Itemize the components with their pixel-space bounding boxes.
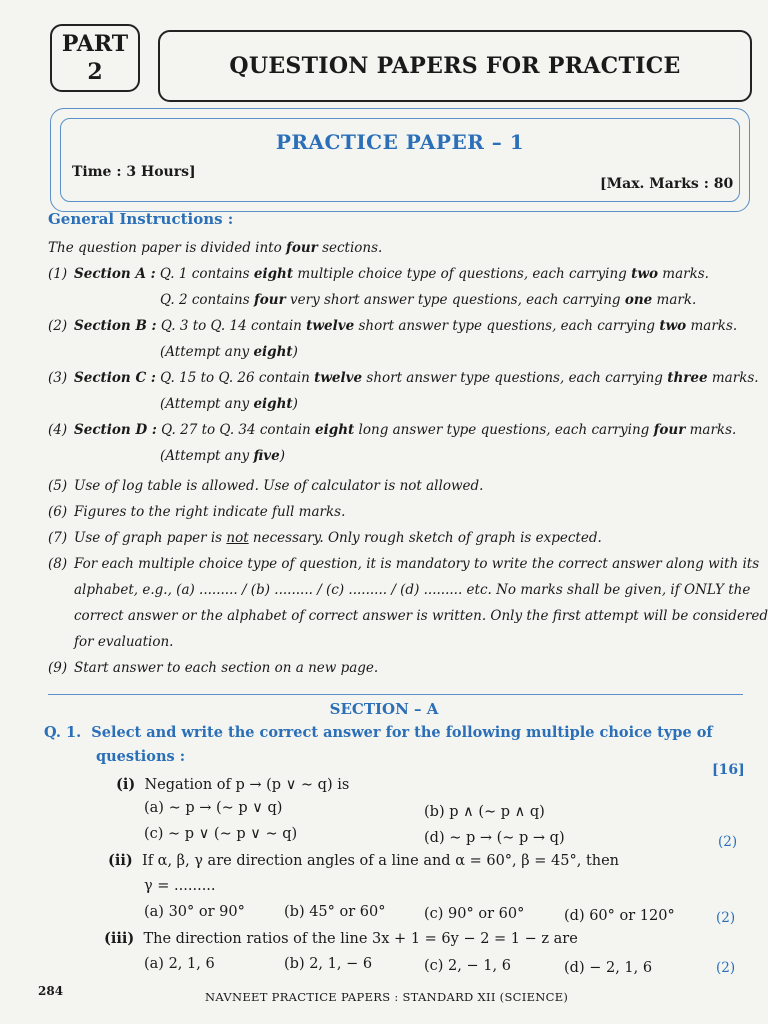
paper-max-marks: [Max. Marks : 80	[600, 176, 734, 192]
intro-pre: The question paper is divided into	[48, 240, 287, 256]
item-number: (8)	[48, 556, 68, 572]
instruction-item	[48, 556, 759, 572]
subquestion	[108, 852, 619, 869]
item-label: Section B :	[74, 318, 157, 334]
item-number: (3)	[48, 370, 68, 386]
option-c: (c) 90° or 60°	[424, 906, 525, 922]
item-label: Section D :	[74, 422, 157, 438]
item-text: necessary. Only rough sketch of graph is expected.	[248, 530, 602, 546]
item-bold: eight	[253, 266, 294, 282]
item-text: multiple choice type of questions, each carrying	[293, 266, 632, 282]
item-bold: eight	[315, 422, 355, 438]
item-number: (9)	[48, 660, 68, 676]
item-text: Q. 3 to Q. 14 contain	[156, 318, 307, 334]
option-c: (c) 2, − 1, 6	[424, 958, 511, 974]
instructions-heading: General Instructions :	[48, 210, 234, 228]
item-bold: four	[653, 422, 686, 438]
subquestion-number: (i)	[116, 776, 136, 793]
item-text: marks.	[685, 422, 737, 438]
part-box	[50, 24, 140, 92]
question-marks: [16]	[712, 762, 745, 778]
item-text: very short answer type questions, each carrying	[285, 292, 625, 308]
paper-title: PRACTICE PAPER – 1	[275, 130, 525, 154]
question-text: Select and write the correct answer for the following multiple choice type of	[91, 724, 713, 741]
question-text-cont: questions :	[96, 748, 186, 765]
instruction-item	[160, 448, 285, 464]
subquestion-number: (iii)	[104, 930, 135, 947]
subquestion-text: The direction ratios of the line 3x + 1 = 6y − 2 = 1 − z are	[143, 931, 578, 947]
option-d: (d) 60° or 120°	[564, 908, 675, 924]
page-number: 284	[38, 984, 64, 998]
item-text: Start answer to each section on a new page.	[74, 660, 379, 676]
option-b: (b) p ∧ (∼ p ∧ q)	[424, 804, 545, 820]
item-text: (Attempt any	[160, 344, 254, 360]
option-c: (c) ∼ p ∨ (∼ p ∨ ∼ q)	[144, 826, 298, 842]
option-b: (b) 2, 1, − 6	[284, 956, 373, 972]
paper-time: Time : 3 Hours]	[72, 164, 196, 180]
instruction-item	[48, 504, 345, 520]
item-text: )	[292, 344, 298, 360]
item-number: (4)	[48, 422, 68, 438]
subquestion-text: If α, β, γ are direction angles of a line and α = 60°, β = 45°, then	[141, 853, 620, 869]
instruction-item	[48, 370, 759, 386]
item-bold: two	[659, 318, 687, 334]
instruction-item	[160, 344, 298, 360]
instruction-item	[160, 292, 696, 308]
option-d: (d) − 2, 1, 6	[564, 960, 653, 976]
question-number: Q. 1.	[44, 724, 82, 741]
item-bold: one	[624, 292, 653, 308]
intro-bold: four	[286, 240, 318, 256]
footer-text: NAVNEET PRACTICE PAPERS : STANDARD XII (SCIENCE)	[205, 990, 569, 1004]
instruction-item	[48, 530, 602, 546]
item-text: (Attempt any	[160, 448, 254, 464]
item-bold: four	[253, 292, 286, 308]
part-number: 2	[87, 59, 103, 85]
item-text: )	[279, 448, 285, 464]
item-text: marks.	[686, 318, 738, 334]
instruction-item	[48, 660, 378, 676]
item-text: )	[292, 396, 298, 412]
question-heading	[44, 724, 713, 741]
item-bold: twelve	[314, 370, 363, 386]
option-a: (a) 30° or 90°	[144, 904, 245, 920]
item-label: Section C :	[74, 370, 156, 386]
item-text: marks.	[657, 266, 709, 282]
item-number: (6)	[48, 504, 68, 520]
section-title: SECTION – A	[329, 700, 439, 718]
instructions-intro	[48, 240, 382, 256]
item-text: Q. 27 to Q. 34 contain	[156, 422, 316, 438]
item-text: short answer type questions, each carrying	[354, 318, 660, 334]
option-b: (b) 45° or 60°	[284, 904, 386, 920]
item-bold: three	[667, 370, 708, 386]
item-bold: eight	[253, 396, 293, 412]
item-bold: five	[253, 448, 280, 464]
item-text: Q. 1 contains	[155, 266, 254, 282]
item-text: marks.	[707, 370, 759, 386]
item-text: mark.	[652, 292, 697, 308]
option-a: (a) 2, 1, 6	[144, 956, 215, 972]
item-text: (Attempt any	[160, 396, 254, 412]
instruction-item-cont: for evaluation.	[74, 634, 174, 650]
item-text: Q. 15 to Q. 26 contain	[155, 370, 315, 386]
section-divider	[48, 694, 743, 695]
subquestion	[116, 776, 349, 793]
intro-post: sections.	[317, 240, 383, 256]
subquestion-text-cont: γ = .........	[144, 878, 216, 894]
subquestion-marks: (2)	[716, 910, 736, 926]
item-text: short answer type questions, each carrying	[362, 370, 668, 386]
item-number: (7)	[48, 530, 68, 546]
subquestion-marks: (2)	[716, 960, 736, 976]
item-text: long answer type questions, each carrying	[354, 422, 654, 438]
item-number: (2)	[48, 318, 68, 334]
part-label: PART	[61, 31, 129, 57]
instruction-item	[48, 266, 709, 282]
item-text: Use of log table is allowed. Use of calculator is not allowed.	[74, 478, 484, 494]
item-text: Use of graph paper is	[74, 530, 227, 546]
item-bold: eight	[253, 344, 293, 360]
subquestion-number: (ii)	[108, 852, 133, 869]
subquestion-text: Negation of p → (p ∨ ∼ q) is	[144, 777, 350, 793]
instruction-item	[48, 422, 736, 438]
instruction-item	[160, 396, 298, 412]
item-label: Section A :	[74, 266, 156, 282]
subquestion	[104, 930, 578, 947]
item-underlined: not	[226, 530, 249, 546]
instruction-item-cont: alphabet, e.g., (a) ......... / (b) ......... / (c) ......... / (d) ......... etc. No marks shall be given, if ONLY the	[74, 582, 751, 598]
item-number: (1)	[48, 266, 68, 282]
instruction-item	[48, 478, 483, 494]
option-a: (a) ∼ p → (∼ p ∨ q)	[144, 800, 283, 816]
subquestion-marks: (2)	[718, 834, 738, 850]
item-text: Figures to the right indicate full marks.	[74, 504, 346, 520]
page-title: QUESTION PAPERS FOR PRACTICE	[158, 30, 752, 102]
item-text: For each multiple choice type of question, it is mandatory to write the correct answer along with its	[74, 556, 760, 572]
instruction-item-cont: correct answer or the alphabet of correct answer is written. Only the first attempt will be considered	[74, 608, 768, 624]
option-d: (d) ∼ p → (∼ p → q)	[424, 830, 565, 846]
item-number: (5)	[48, 478, 68, 494]
item-bold: twelve	[306, 318, 355, 334]
item-text: Q. 2 contains	[160, 292, 254, 308]
item-bold: two	[631, 266, 658, 282]
instruction-item	[48, 318, 737, 334]
